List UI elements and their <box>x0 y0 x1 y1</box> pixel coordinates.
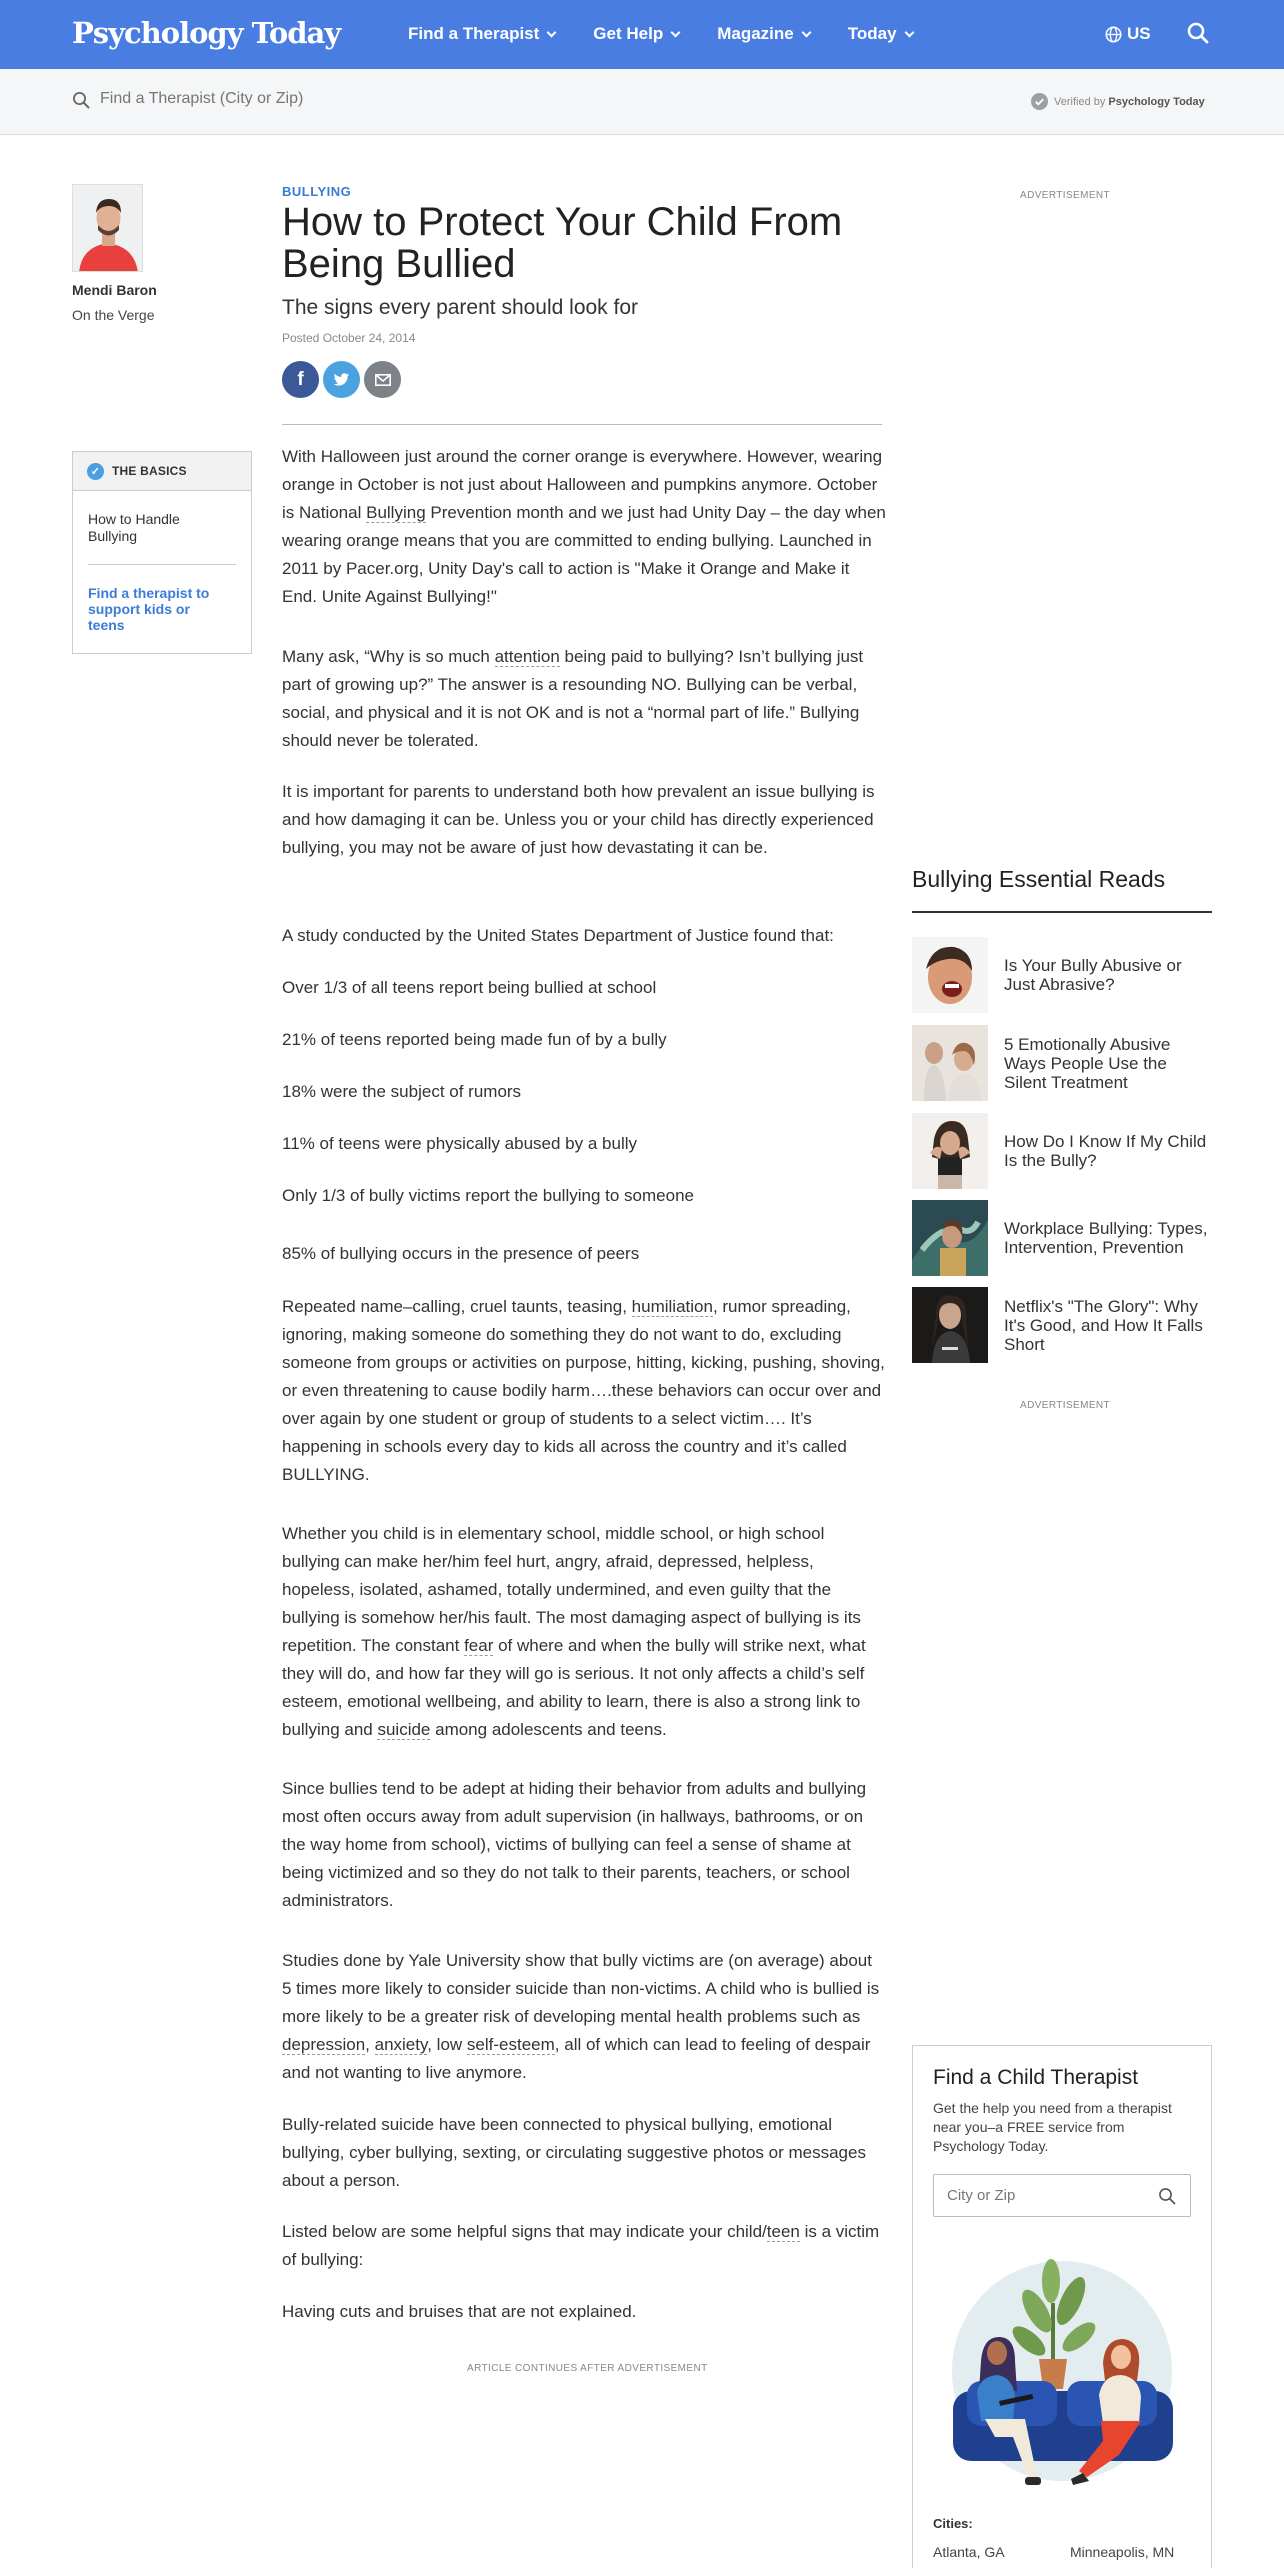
twitter-icon <box>333 373 350 387</box>
glossary-link-suicide[interactable]: suicide <box>377 1720 431 1739</box>
stat-item: 18% were the subject of rumors <box>282 1082 522 1101</box>
article-paragraph: Bully-related suicide have been connected to physical bullying, emotional bullying, cyber bullying, sexting, or circulating suggestive photos or messages about a person. <box>282 2115 866 2190</box>
facebook-share-button[interactable] <box>282 361 319 398</box>
nav-get-help[interactable]: Get Help <box>593 24 679 44</box>
essential-read-item[interactable]: How Do I Know If My Child Is the Bully? <box>912 1112 1212 1190</box>
posted-date: Posted October 24, 2014 <box>282 331 416 345</box>
glossary-link-humiliation[interactable]: humiliation <box>631 1297 713 1316</box>
basics-link-find-therapist[interactable]: Find a therapist to support kids or teens <box>88 585 210 633</box>
globe-icon <box>1105 26 1122 43</box>
article-thumbnail <box>912 1200 988 1276</box>
article-thumbnail <box>912 1113 988 1189</box>
glossary-link-attention[interactable]: attention <box>494 647 560 666</box>
stat-item: 85% of bullying occurs in the presence of peers <box>282 1244 640 1263</box>
top-navigation-bar <box>0 0 1284 69</box>
article-paragraph: Whether you child is in elementary school, middle school, or high school bullying can make her/him feel hurt, angry, afraid, depressed, helpless, hopeless, isolated, ashamed, totally undermined, and even guilty that the bullying is somehow her/his fault. The most damaging aspect of bullying is its repetition. The constant fear of where and when the bully will strike next, what they will do, and how far they will go is serious. It not only affects a child’s self esteem, emotional wellbeing, and ability to learn, there is also a strong link to bullying and suicide among adolescents and teens. <box>282 1524 866 1739</box>
glossary-link-depression[interactable]: depression <box>282 2035 366 2054</box>
city-zip-field[interactable] <box>933 2174 1191 2217</box>
therapy-illustration <box>933 2241 1191 2499</box>
widget-title: Find a Child Therapist <box>933 2066 1139 2089</box>
article-category[interactable]: BULLYING <box>282 184 352 199</box>
verified-badge: Verified by Psychology Today <box>1031 93 1205 110</box>
facebook-icon: f <box>297 368 304 390</box>
author-name[interactable]: Mendi Baron <box>72 282 157 298</box>
essential-read-item[interactable]: 5 Emotionally Abusive Ways People Use the Silent Treatment <box>912 1024 1212 1102</box>
chevron-down-icon <box>547 27 557 37</box>
widget-description: Get the help you need from a therapist near you–a FREE service from Psychology Today. <box>933 2100 1172 2154</box>
article-thumbnail <box>912 937 988 1013</box>
glossary-link-fear[interactable]: fear <box>464 1636 494 1655</box>
article-paragraph: Having cuts and bruises that are not explained. <box>282 2302 637 2321</box>
nav-today[interactable]: Today <box>848 24 913 44</box>
search-icon[interactable] <box>1187 22 1209 44</box>
chevron-down-icon <box>904 27 914 37</box>
essential-read-item[interactable]: Netflix's "The Glory": Why It's Good, and How It Falls Short <box>912 1286 1212 1364</box>
email-share-button[interactable] <box>364 361 401 398</box>
stat-item: Over 1/3 of all teens report being bullied at school <box>282 978 657 997</box>
city-link[interactable]: Atlanta, GA <box>933 2544 1005 2560</box>
the-basics-box <box>72 451 252 654</box>
article-paragraph: A study conducted by the United States Department of Justice found that: <box>282 926 834 945</box>
city-link[interactable]: Minneapolis, MN <box>1070 2544 1175 2560</box>
find-child-therapist-widget <box>912 2045 1212 2568</box>
check-icon: ✓ <box>87 463 104 480</box>
advertisement-label: ADVERTISEMENT <box>1020 190 1111 201</box>
article-paragraph: Repeated name–calling, cruel taunts, teasing, humiliation, rumor spreading, ignoring, making someone do something they do not want to do, excluding someone from groups or activities on purpose, hitting, kicking, pushing, shoving, or even threatening to cause bodily harm….these behaviors can occur over and over again by one student or group of students to a select victim…. It’s happening in schools every day to kids all across the country and it’s called BULLYING. <box>282 1297 885 1484</box>
chevron-down-icon <box>671 27 681 37</box>
article-paragraph: It is important for parents to understand both how prevalent an issue bullying is and how damaging it can be. Unless you or your child has directly experienced bullying, you may not be aware of just how devastating it can be. <box>282 782 875 857</box>
author-avatar[interactable] <box>72 184 143 272</box>
article-title: How to Protect Your Child From Being Bullied <box>282 200 843 286</box>
glossary-link-self-esteem[interactable]: self-esteem <box>466 2035 555 2054</box>
therapist-search-input[interactable] <box>100 90 600 108</box>
article-subtitle: The signs every parent should look for <box>282 296 639 319</box>
article-paragraph: With Halloween just around the corner orange is everywhere. However, wearing orange in October is not just about Halloween and pumpkins anymore. October is National Bullying Prevention month and we just had Unity Day – the day when wearing orange means that you are committed to ending bullying. Launched in 2011 by Pacer.org, Unity Day's call to action is "Make it Orange and Make it End. Unite Against Bullying!" <box>282 447 886 606</box>
divider <box>88 564 236 565</box>
essential-read-item[interactable]: Is Your Bully Abusive or Just Abrasive? <box>912 936 1212 1014</box>
chevron-down-icon <box>801 27 811 37</box>
city-zip-input[interactable] <box>947 2187 1147 2204</box>
check-icon <box>1031 93 1048 110</box>
article-paragraph: Listed below are some helpful signs that may indicate your child/teen is a victim of bullying: <box>282 2222 880 2269</box>
email-icon <box>375 374 391 386</box>
therapist-search-bar <box>0 69 1284 135</box>
advertisement-label: ADVERTISEMENT <box>1020 1400 1111 1411</box>
article-thumbnail <box>912 1025 988 1101</box>
site-logo[interactable]: Psychology Today <box>72 16 341 50</box>
article-paragraph: Many ask, “Why is so much attention being paid to bullying? Isn’t bullying just part of growing up?” The answer is a resounding NO. Bullying can be verbal, social, and physical and it is not OK and is not a “normal part of life.” Bullying should never be tolerated. <box>282 647 864 750</box>
glossary-link-bullying[interactable]: Bullying <box>366 503 426 522</box>
essential-reads-heading: Bullying Essential Reads <box>912 866 1166 892</box>
article-continues-note: ARTICLE CONTINUES AFTER ADVERTISEMENT <box>467 2363 708 2374</box>
stat-item: Only 1/3 of bully victims report the bullying to someone <box>282 1186 694 1205</box>
article-paragraph: Since bullies tend to be adept at hiding their behavior from adults and bullying most often occurs away from adult supervision (in hallways, bathrooms, or on the way home from school), victims of bullying can feel a sense of shame at being victimized and so they do not talk to their parents, teachers, or school administrators. <box>282 1779 867 1910</box>
glossary-link-teen[interactable]: teen <box>766 2222 800 2241</box>
search-icon[interactable] <box>1158 2187 1176 2205</box>
glossary-link-anxiety[interactable]: anxiety <box>374 2035 428 2054</box>
main-nav <box>408 24 951 44</box>
basics-link-how-to-handle[interactable]: How to Handle Bullying <box>88 511 180 544</box>
divider <box>912 911 1212 913</box>
stat-item: 11% of teens were physically abused by a bully <box>282 1134 637 1153</box>
nav-find-therapist[interactable]: Find a Therapist <box>408 24 555 44</box>
article-thumbnail <box>912 1287 988 1363</box>
essential-read-item[interactable]: Workplace Bullying: Types, Intervention, Prevention <box>912 1199 1212 1277</box>
region-selector[interactable]: US <box>1105 24 1151 44</box>
article-paragraph: Studies done by Yale University show that bully victims are (on average) about 5 times more likely to consider suicide than non-victims. A child who is bullied is more likely to be a greater risk of developing mental health problems such as depression, anxiety, low self-esteem, all of which can lead to feeling of despair and not wanting to live anymore. <box>282 1951 880 2082</box>
search-icon <box>72 91 90 109</box>
cities-label: Cities: <box>933 2516 973 2531</box>
twitter-share-button[interactable] <box>323 361 360 398</box>
divider <box>282 424 882 425</box>
basics-heading: ✓ THE BASICS <box>73 452 251 491</box>
author-blog-name[interactable]: On the Verge <box>72 307 155 323</box>
stat-item: 21% of teens reported being made fun of by a bully <box>282 1030 667 1049</box>
nav-magazine[interactable]: Magazine <box>717 24 810 44</box>
